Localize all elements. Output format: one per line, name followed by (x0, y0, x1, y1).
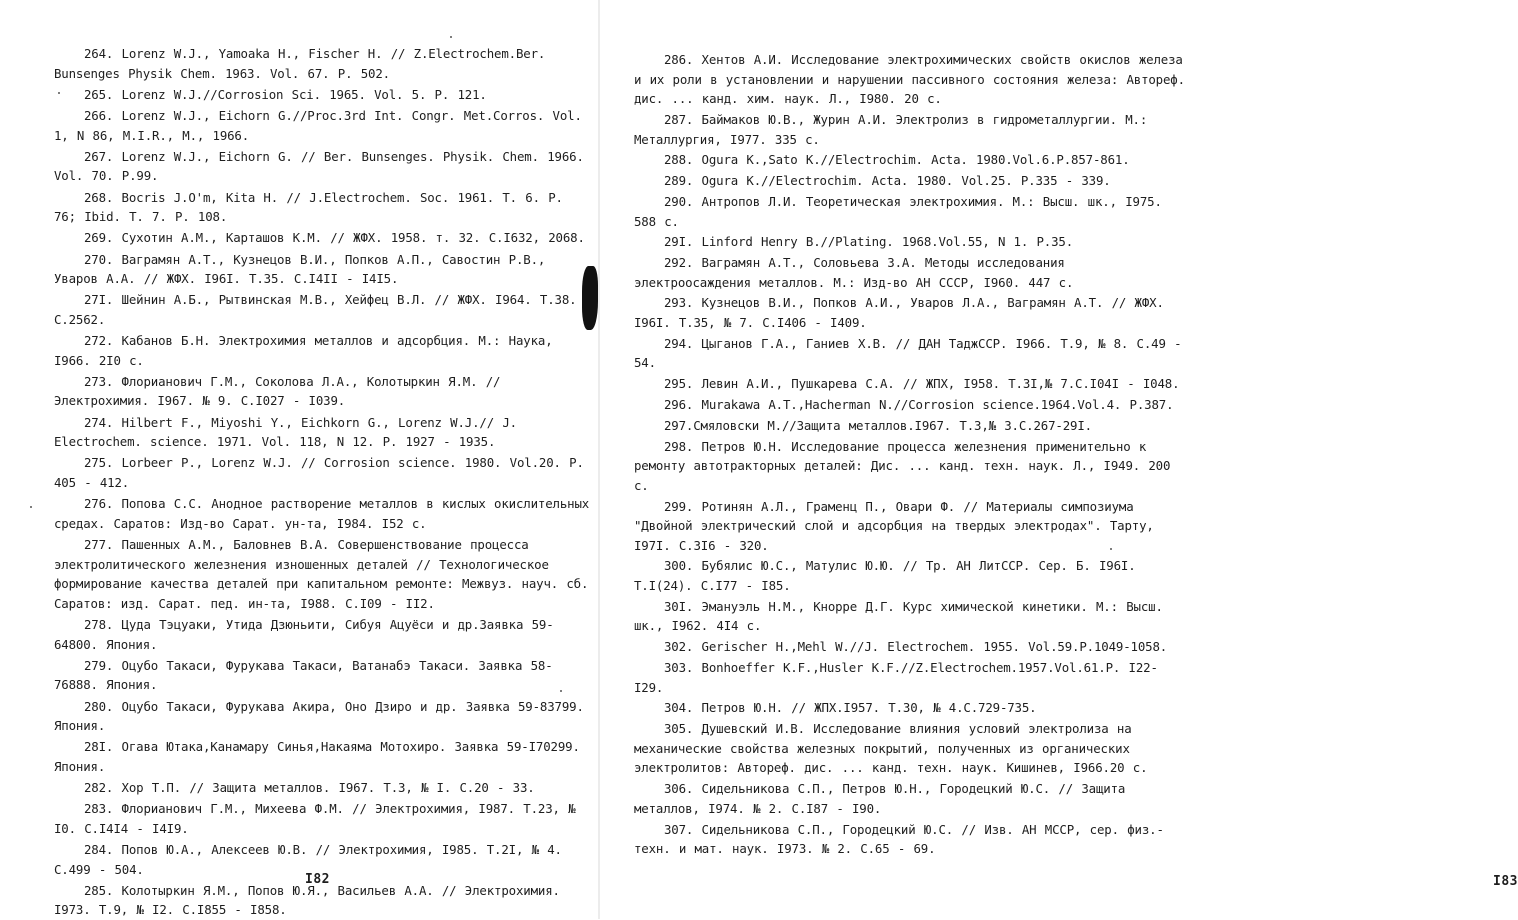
reference-entry: 266. Lorenz W.J., Eichorn G.//Proc.3rd Int. Congr. Met.Corros. Vol. 1, N 86, M.I.R., M., 1966. (54, 107, 582, 143)
page-number-left: I82 (305, 872, 330, 887)
reference-entry: 276. Попова С.С. Анодное растворение металлов в кислых окислительных средах. Саратов: Изд-во Сарат. ун-та, I984. I52 с. (54, 496, 590, 531)
reference-entry: 28I. Огава Ютака,Канамару Синья,Накаяма Мотохиро. Заявка 59-I70299. Япония. (54, 739, 580, 774)
reference-entry: 300. Бубялис Ю.С., Матулис Ю.Ю. // Тр. АН ЛитССР. Сер. Б. I96I. Т.I(24). С.I77 - I85. (634, 558, 1136, 594)
scan-speck (30, 506, 32, 508)
right-page (600, 0, 1518, 919)
reference-entry: 305. Душевский И.В. Исследование влияния условий электролиза на механические свойства железных покрытий, полученных из органических электролитов: Автореф. дис. ... канд. техн. наук. Кишинев, I966.20 с. (634, 721, 1148, 776)
reference-entry: 284. Попов Ю.А., Алексеев Ю.В. // Электрохимия, I985. Т.2I, № 4. С.499 - 504. (54, 842, 562, 877)
reference-entry: 289. Ogura K.//Electrochim. Acta. 1980. Vol.25. P.335 - 339. (664, 173, 1111, 189)
reference-entry: 295. Левин А.И., Пушкарева С.А. // ЖПХ, I958. Т.3I,№ 7.С.I04I - I048. (664, 376, 1180, 392)
reference-entry: 274. Hilbert F., Miyoshi Y., Eichkorn G., Lorenz W.J.// J. Electrochem. science. 1971. Vol. 118, N 12. P. 1927 - 1935. (54, 414, 517, 450)
reference-entry: 283. Флорианович Г.М., Михеева Ф.М. // Электрохимия, I987. Т.23, № I0. С.I4I4 - I4I9. (54, 801, 576, 836)
reference-entry: 298. Петров Ю.Н. Исследование процесса железнения применительно к ремонту автотракторных деталей: Дис. ... канд. техн. наук. Л., I949. 200 с. (634, 438, 1171, 493)
reference-entry: 268. Bocris J.O'm, Kita H. // J.Electrochem. Soc. 1961. T. 6. P. 76; Ibid. T. 7. P. 108. (54, 189, 563, 225)
reference-entry: 299. Ротинян А.Л., Граменц П., Овари Ф. // Материалы симпозиума "Двойной электрический слой и адсорбция на твердых электродах". Тарту, I97I. С.3I6 - 320. (634, 498, 1154, 553)
reference-entry: 297.Смяловски М.//Защита металлов.I967. Т.3,№ 3.С.267-29I. (664, 417, 1092, 433)
reference-entry: 29I. Linford Henry B.//Plating. 1968.Vol.55, N 1. P.35. (664, 234, 1074, 250)
left-page (0, 0, 600, 919)
reference-entry: 286. Хентов А.И. Исследование электрохимических свойств окислов железа и их роли в установлении и нарушении пассивного состояния железа: Автореф. дис. ... канд. хим. наук. Л., I980. 20 с. (634, 52, 1185, 107)
reference-entry: 27I. Шейнин А.Б., Рытвинская М.В., Хейфец В.Л. // ЖФХ. I964. Т.38. С.2562. (54, 292, 577, 327)
reference-entry: 265. Lorenz W.J.//Corrosion Sci. 1965. Vol. 5. P. 121. (84, 86, 487, 102)
reference-entry: 282. Хор Т.П. // Защита металлов. I967. Т.3, № I. С.20 - 33. (84, 780, 535, 796)
reference-entry: 303. Bonhoeffer K.F.,Husler K.F.//Z.Electrochem.1957.Vol.61.P. I22-I29. (634, 660, 1158, 695)
reference-entry: 278. Цуда Тэцуаки, Утида Дзюньити, Сибуя Ацуёси и др.Заявка 59-64800. Япония. (54, 616, 554, 652)
reference-entry: 288. Ogura K.,Sato K.//Electrochim. Acta. 1980.Vol.6.P.857-861. (664, 152, 1130, 168)
scan-speck (1110, 548, 1112, 550)
reference-entry: 285. Колотыркин Я.М., Попов Ю.Я., Васильев А.А. // Электрохимия. I973. Т.9, № I2. С.I855 - I858. (54, 882, 560, 918)
reference-entry: 273. Флорианович Г.М., Соколова Л.А., Колотыркин Я.М. // Электрохимия. I967. № 9. С.I027 - I039. (54, 373, 501, 409)
reference-entry: 270. Ваграмян А.Т., Кузнецов В.И., Попков А.П., Савостин Р.В., Уваров А.А. // ЖФХ. I96I. Т.35. С.I4II - I4I5. (54, 251, 546, 287)
reference-entry: 275. Lorbeer P., Lorenz W.J. // Corrosion science. 1980. Vol.20. P. 405 - 412. (54, 455, 584, 490)
reference-entry: 30I. Эмануэль Н.М., Кнорре Д.Г. Курс химической кинетики. М.: Высш. шк., I962. 4I4 с. (634, 598, 1163, 634)
scan-speck (560, 690, 562, 692)
reference-entry: 287. Баймаков Ю.В., Журин А.И. Электролиз в гидрометаллургии. М.: Металлургия, I977. 335 с. (634, 111, 1148, 147)
reference-entry: 293. Кузнецов В.И., Попков А.И., Уваров Л.А., Ваграмян А.Т. // ЖФХ. I96I. Т.35, № 7. С.I406 - I409. (634, 295, 1164, 331)
reference-entry: 264. Lorenz W.J., Yamoaka H., Fischer H. // Z.Electrochem.Ber. Bunsenges Physik Chem. 1963. Vol. 67. P. 502. (54, 46, 546, 81)
reference-entry: 307. Сидельникова С.П., Городецкий Ю.С. // Изв. АН МССР, сер. физ.-техн. и мат. наук. I973. № 2. С.65 - 69. (634, 821, 1164, 857)
reference-list-right (634, 50, 1186, 859)
reference-entry: 304. Петров Ю.Н. // ЖПХ.I957. Т.30, № 4.С.729-735. (664, 700, 1037, 716)
scan-speck (58, 92, 60, 94)
reference-entry: 269. Сухотин А.М., Карташов К.М. // ЖФХ. 1958. т. 32. С.I632, 2068. (84, 230, 585, 246)
reference-entry: 279. Оцубо Такаси, Фурукава Такаси, Ватанабэ Такаси. Заявка 58-76888. Япония. (54, 657, 553, 693)
reference-entry: 292. Ваграмян А.Т., Соловьева З.А. Методы исследования электроосаждения металлов. М.: Изд-во АН СССР, I960. 447 с. (634, 255, 1074, 290)
reference-list-left (54, 44, 590, 920)
reference-entry: 280. Оцубо Такаси, Фурукава Акира, Оно Дзиро и др. Заявка 59-83799. Япония. (54, 698, 584, 734)
ink-blot (582, 266, 598, 330)
reference-entry: 290. Антропов Л.И. Теоретическая электрохимия. М.: Высш. шк., I975. 588 с. (634, 193, 1162, 229)
reference-entry: 267. Lorenz W.J., Eichorn G. // Ber. Bunsenges. Physik. Chem. 1966. Vol. 70. P.99. (54, 148, 584, 184)
reference-entry: 306. Сидельникова С.П., Петров Ю.Н., Городецкий Ю.С. // Защита металлов, I974. № 2. С.I87 - I90. (634, 781, 1126, 816)
reference-entry: 277. Пашенных А.М., Баловнев В.А. Совершенствование процесса электролитического железнения изношенных деталей // Технологическое формирование качества деталей при капитальном ремонте: Межвуз. науч. сб. Саратов: изд. Сарат. пед. ин-та, I988. С.I09 - II2. (54, 536, 589, 611)
scan-speck (450, 36, 452, 38)
reference-entry: 294. Цыганов Г.А., Ганиев Х.В. // ДАН ТаджССР. I966. Т.9, № 8. С.49 - 54. (634, 335, 1182, 371)
page-number-right: I83 (1493, 874, 1518, 889)
reference-entry: 296. Murakawa A.T.,Hacherman N.//Corrosion science.1964.Vol.4. P.387. (664, 396, 1174, 412)
reference-entry: 272. Кабанов Б.Н. Электрохимия металлов и адсорбция. М.: Наука, I966. 2I0 с. (54, 333, 553, 368)
reference-entry: 302. Gerischer H.,Mehl W.//J. Electrochem. 1955. Vol.59.P.1049-1058. (664, 639, 1168, 655)
